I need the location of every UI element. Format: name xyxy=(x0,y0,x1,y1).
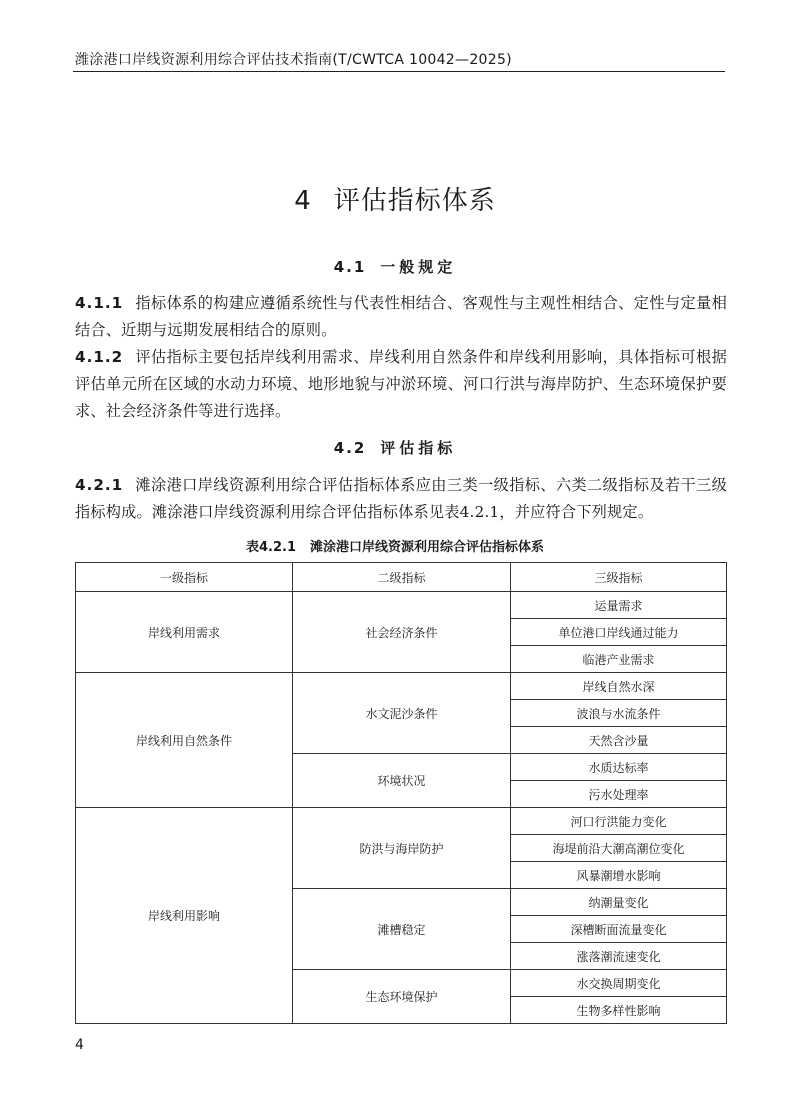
level2-cell: 防洪与海岸防护 xyxy=(293,808,511,889)
level3-cell: 波浪与水流条件 xyxy=(511,700,727,727)
level3-cell: 岸线自然水深 xyxy=(511,673,727,700)
table-caption-number: 表4.2.1 xyxy=(245,540,296,555)
level3-cell: 海堤前沿大潮高潮位变化 xyxy=(511,835,727,862)
level3-cell: 水交换周期变化 xyxy=(511,970,727,997)
clause-4-1-1-text: 指标体系的构建应遵循系统性与代表性相结合、客观性与主观性相结合、定性与定量相结合、近期与远期发展相结合的原则。 xyxy=(75,294,727,339)
table-row xyxy=(76,808,727,835)
level3-cell: 单位港口岸线通过能力 xyxy=(511,619,727,646)
clause-4-1-2-text: 评估指标主要包括岸线利用需求、岸线利用自然条件和岸线利用影响，具体指标可根据评估单元所在区域的水动力环境、地形地貌与冲淤环境、河口行洪与海岸防护、生态环境保护要求、社会经济条件等进行选择。 xyxy=(75,348,727,420)
clause-4-1-2-number: 4.1.2 xyxy=(75,348,124,366)
level3-cell: 纳潮量变化 xyxy=(511,889,727,916)
table-caption xyxy=(0,536,790,555)
level3-cell: 水质达标率 xyxy=(511,754,727,781)
level3-cell: 深槽断面流量变化 xyxy=(511,916,727,943)
clause-4-1-1 xyxy=(75,290,727,344)
section-4-2-title: 评估指标 xyxy=(380,439,457,457)
table-row xyxy=(76,673,727,700)
table-header-cell: 三级指标 xyxy=(511,563,727,592)
level2-cell: 生态环境保护 xyxy=(293,970,511,1024)
level1-cell: 岸线利用需求 xyxy=(76,592,293,673)
page-number: 4 xyxy=(75,1037,84,1053)
level1-cell: 岸线利用影响 xyxy=(76,808,293,1024)
section-4-1-number: 4.1 xyxy=(333,258,367,276)
level3-cell: 河口行洪能力变化 xyxy=(511,808,727,835)
level3-cell: 天然含沙量 xyxy=(511,727,727,754)
header-rule xyxy=(73,71,725,72)
table-header-cell: 二级指标 xyxy=(293,563,511,592)
level3-cell: 涨落潮流速变化 xyxy=(511,943,727,970)
level2-cell: 滩槽稳定 xyxy=(293,889,511,970)
level3-cell: 临港产业需求 xyxy=(511,646,727,673)
clause-4-2-1-text: 滩涂港口岸线资源利用综合评估指标体系应由三类一级指标、六类二级指标及若干三级指标构成。滩涂港口岸线资源利用综合评估指标体系见表4.2.1，并应符合下列规定。 xyxy=(75,476,727,521)
level2-cell: 水文泥沙条件 xyxy=(293,673,511,754)
table-header-row xyxy=(76,563,727,592)
indicator-table xyxy=(75,562,727,1024)
level3-cell: 生物多样性影响 xyxy=(511,997,727,1024)
section-4-2-heading xyxy=(0,437,790,458)
table-caption-title: 滩涂港口岸线资源利用综合评估指标体系 xyxy=(310,540,545,555)
level2-cell: 社会经济条件 xyxy=(293,592,511,673)
level3-cell: 风暴潮增水影响 xyxy=(511,862,727,889)
level3-cell: 污水处理率 xyxy=(511,781,727,808)
table-header-cell: 一级指标 xyxy=(76,563,293,592)
table-row xyxy=(76,592,727,619)
level1-cell: 岸线利用自然条件 xyxy=(76,673,293,808)
section-4-1-heading xyxy=(0,256,790,277)
chapter-title xyxy=(0,180,790,217)
level3-cell: 运量需求 xyxy=(511,592,727,619)
clause-4-2-1 xyxy=(75,472,727,526)
section-4-2-number: 4.2 xyxy=(333,439,367,457)
level2-cell: 环境状况 xyxy=(293,754,511,808)
chapter-number: 4 xyxy=(294,186,312,216)
clause-4-1-1-number: 4.1.1 xyxy=(75,294,124,312)
section-4-1-title: 一般规定 xyxy=(380,258,457,276)
chapter-title-text: 评估指标体系 xyxy=(333,186,496,216)
running-head: 潍涂港口岸线资源利用综合评估技术指南(T/CWTCA 10042—2025) xyxy=(75,52,512,68)
clause-4-1-2 xyxy=(75,344,727,425)
clause-4-2-1-number: 4.2.1 xyxy=(75,476,124,494)
